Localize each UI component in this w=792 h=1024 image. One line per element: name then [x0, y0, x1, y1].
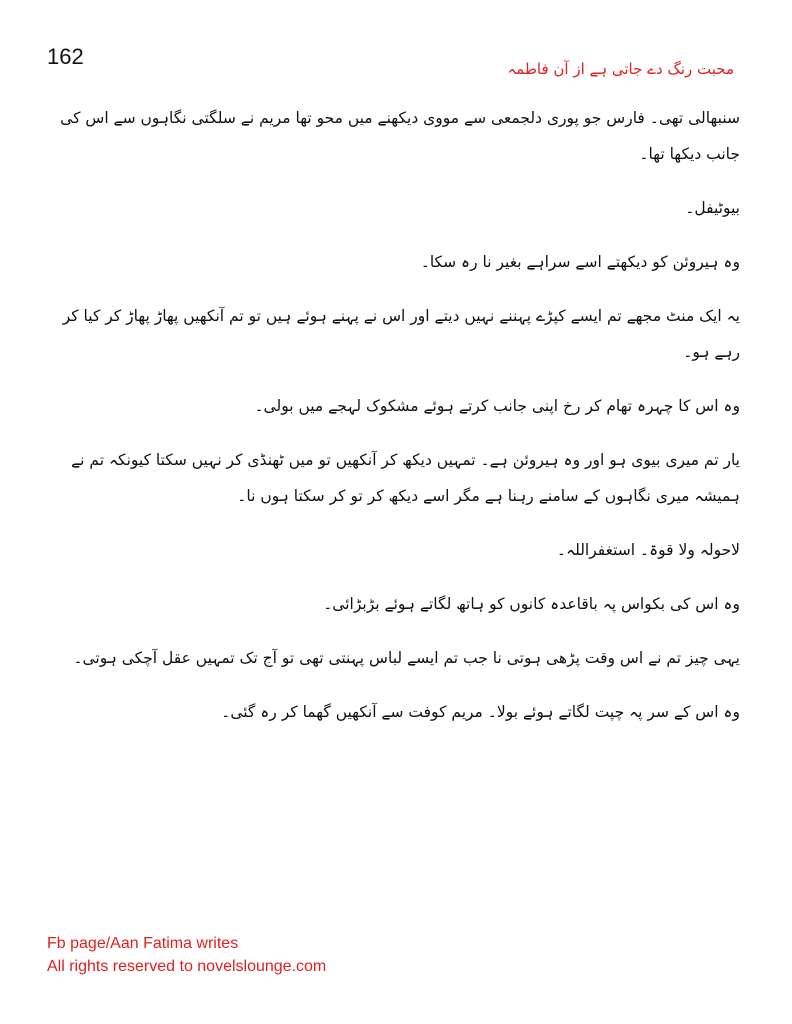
paragraph-3: وہ ہیروئن کو دیکھتے اسے سراہے بغیر نا رہ سکا۔ — [420, 253, 740, 271]
paragraph-10: وہ اس کے سر پہ چپت لگاتے ہوئے بولا۔ مریم کوفت سے آنکھیں گھما کر رہ گئی۔ — [221, 703, 740, 721]
paragraph-5: وہ اس کا چہرہ تھام کر رخ اپنی جانب کرتے ہوئے مشکوک لہجے میں بولی۔ — [254, 397, 740, 415]
footer-credits — [47, 932, 326, 978]
paragraph-9: یہی چیز تم نے اس وقت پڑھی ہوتی نا جب تم ایسے لباس پہنتی تھی تو آج تک تمہیں عقل آچکی ہوتی۔ — [73, 649, 740, 667]
novel-title-header: محبت رنگ دے جاتی ہے از آن فاطمہ — [507, 60, 734, 78]
paragraph-7: لاحولہ ولا قوۃ۔ استغفراللہ۔ — [556, 541, 740, 559]
paragraph-1: سنبھالی تھی۔ فارس جو پوری دلجمعی سے مووی دیکھنے میں محو تھا مریم نے سلگتی نگاہوں سے اس کی جانب دیکھا تھا۔ — [60, 109, 740, 163]
paragraph-8: وہ اس کی بکواس پہ باقاعدہ کانوں کو ہاتھ لگاتے ہوئے بڑبڑائی۔ — [323, 595, 740, 613]
paragraph-6: یار تم میری بیوی ہو اور وہ ہیروئن ہے۔ تمہیں دیکھ کر آنکھیں تو میں ٹھنڈی کر نہیں سکتا کیونکہ تم نے ہمیشہ میری نگاہوں کے سامنے رہنا ہے مگر اسے دیکھ کر تو کر سکتا ہوں نا۔ — [71, 451, 740, 505]
page-number: 162 — [47, 44, 84, 69]
footer-rights: All rights reserved to novelslounge.com — [47, 958, 327, 975]
paragraph-2: بیوٹیفل۔ — [685, 199, 740, 217]
footer-fb-page: Fb page/Aan Fatima writes — [47, 935, 239, 952]
story-body — [48, 100, 740, 748]
paragraph-4: یہ ایک منٹ مجھے تم ایسے کپڑے پہننے نہیں دیتے اور اس نے پہنے ہوئے ہیں تو تم آنکھیں پھاڑ پھاڑ کر کیا کر رہے ہو۔ — [62, 307, 740, 361]
